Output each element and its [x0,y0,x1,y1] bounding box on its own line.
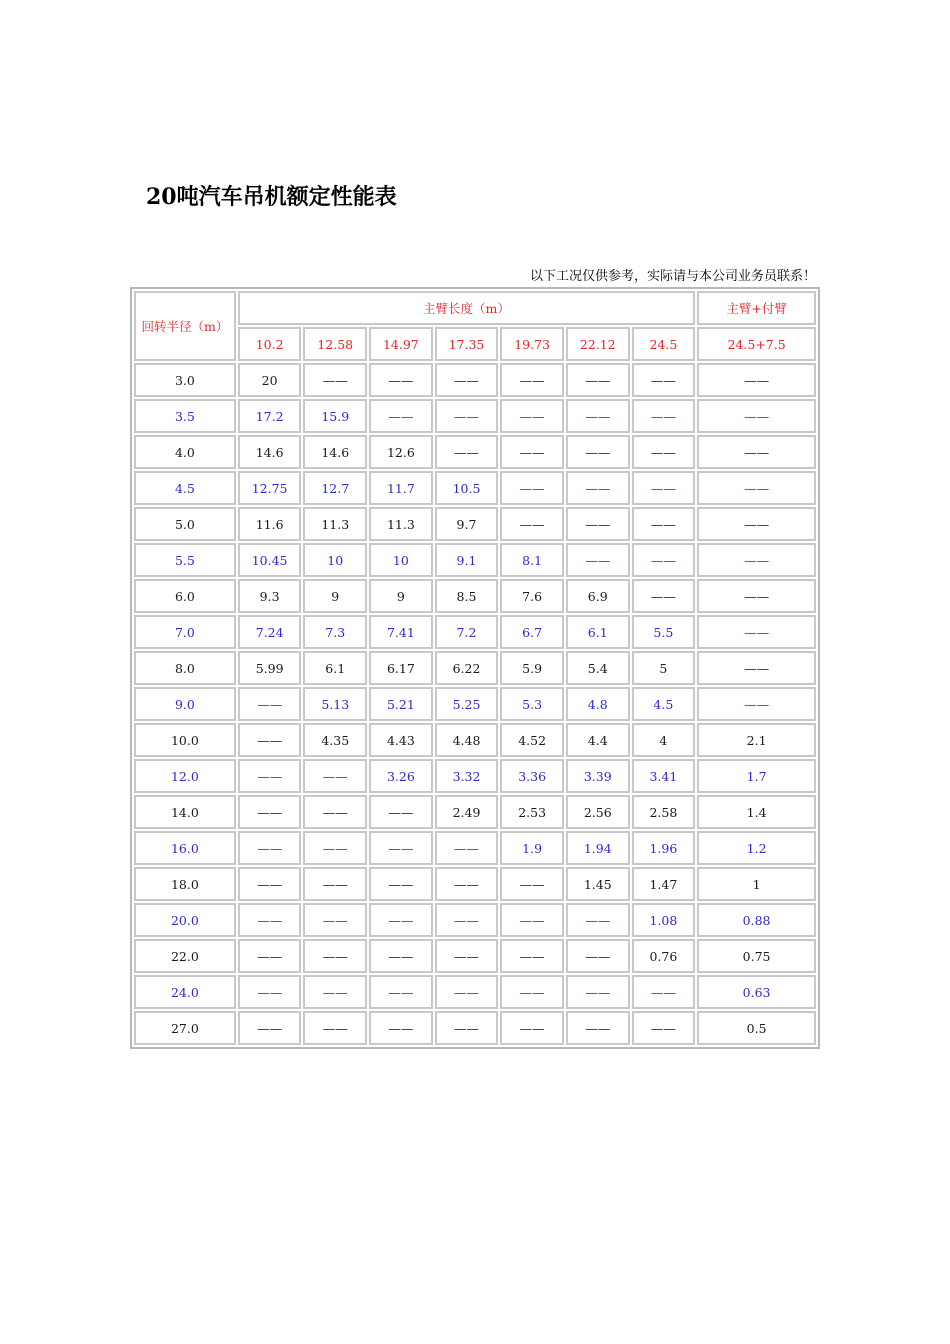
radius-cell: 5.0 [134,507,236,541]
capacity-cell: 2.53 [500,795,564,829]
capacity-cell: —— [238,831,302,865]
capacity-cell: 10 [303,543,367,577]
capacity-cell: —— [632,579,696,613]
capacity-cell: 20 [238,363,302,397]
capacity-cell: 4.8 [566,687,630,721]
capacity-cell: 0.75 [697,939,816,973]
radius-cell: 8.0 [134,651,236,685]
capacity-cell: —— [500,471,564,505]
capacity-cell: 0.63 [697,975,816,1009]
radius-cell: 3.0 [134,363,236,397]
capacity-cell: —— [632,399,696,433]
capacity-cell: —— [238,867,302,901]
capacity-cell: —— [435,363,499,397]
capacity-cell: 11.7 [369,471,433,505]
radius-cell: 16.0 [134,831,236,865]
capacity-cell: —— [697,507,816,541]
capacity-cell: 12.7 [303,471,367,505]
table-row [134,507,816,541]
capacity-cell: 11.3 [369,507,433,541]
capacity-cell: 8.5 [435,579,499,613]
capacity-cell: —— [632,975,696,1009]
capacity-cell: 8.1 [500,543,564,577]
table-row [134,543,816,577]
capacity-cell: 2.49 [435,795,499,829]
table-row [134,723,816,757]
capacity-cell: —— [697,471,816,505]
boom-length-cell: 22.12 [566,327,630,361]
capacity-cell: —— [238,795,302,829]
table-row [134,399,816,433]
capacity-cell: 1.96 [632,831,696,865]
capacity-cell: —— [566,939,630,973]
radius-cell: 3.5 [134,399,236,433]
table-row [134,435,816,469]
boom-length-cell: 10.2 [238,327,302,361]
capacity-cell: 2.58 [632,795,696,829]
capacity-cell: —— [303,1011,367,1045]
capacity-cell: 12.75 [238,471,302,505]
load-chart-table [130,287,820,1049]
capacity-cell: —— [632,435,696,469]
capacity-cell: —— [238,1011,302,1045]
capacity-cell: 5.25 [435,687,499,721]
capacity-cell: —— [500,1011,564,1045]
capacity-cell: 14.6 [303,435,367,469]
capacity-cell: 9.7 [435,507,499,541]
capacity-cell: 4.48 [435,723,499,757]
capacity-cell: 1.7 [697,759,816,793]
radius-cell: 24.0 [134,975,236,1009]
capacity-cell: 9 [303,579,367,613]
capacity-cell: 15.9 [303,399,367,433]
capacity-cell: 7.6 [500,579,564,613]
capacity-cell: —— [303,939,367,973]
capacity-cell: 4.43 [369,723,433,757]
table-row [134,651,816,685]
radius-cell: 14.0 [134,795,236,829]
table-row [134,759,816,793]
radius-cell: 27.0 [134,1011,236,1045]
capacity-cell: —— [369,975,433,1009]
capacity-cell: —— [369,1011,433,1045]
radius-cell: 12.0 [134,759,236,793]
capacity-cell: —— [303,831,367,865]
capacity-cell: 2.56 [566,795,630,829]
capacity-cell: —— [697,435,816,469]
capacity-cell: 1 [697,867,816,901]
capacity-cell: —— [632,471,696,505]
capacity-cell: 4.35 [303,723,367,757]
capacity-cell: —— [435,399,499,433]
capacity-cell: 7.3 [303,615,367,649]
jib-header: 主臂+付臂 [697,291,816,325]
capacity-cell: 6.17 [369,651,433,685]
capacity-cell: 17.2 [238,399,302,433]
capacity-cell: —— [500,399,564,433]
capacity-cell: —— [566,435,630,469]
capacity-cell: —— [435,903,499,937]
table-row [134,579,816,613]
capacity-cell: —— [435,435,499,469]
capacity-cell: 9.1 [435,543,499,577]
capacity-cell: —— [369,903,433,937]
boom-length-cell: 24.5+7.5 [697,327,816,361]
boom-length-cell: 17.35 [435,327,499,361]
table-row [134,831,816,865]
capacity-cell: —— [303,975,367,1009]
capacity-cell: —— [303,867,367,901]
capacity-cell: 6.1 [303,651,367,685]
capacity-cell: 11.6 [238,507,302,541]
capacity-cell: 10.5 [435,471,499,505]
radius-cell: 4.0 [134,435,236,469]
capacity-cell: 1.2 [697,831,816,865]
capacity-cell: —— [238,723,302,757]
radius-cell: 10.0 [134,723,236,757]
capacity-cell: —— [697,363,816,397]
capacity-cell: —— [500,435,564,469]
page-title: 20吨汽车吊机额定性能表 [146,184,397,210]
capacity-cell: —— [697,399,816,433]
capacity-cell: 5.9 [500,651,564,685]
radius-cell: 18.0 [134,867,236,901]
capacity-cell: —— [435,975,499,1009]
disclaimer-note: 以下工况仅供参考，实际请与本公司业务员联系！ [529,269,816,284]
boom-length-cell: 24.5 [632,327,696,361]
capacity-cell: 0.5 [697,1011,816,1045]
capacity-cell: 12.6 [369,435,433,469]
capacity-cell: 5.4 [566,651,630,685]
capacity-cell: 6.7 [500,615,564,649]
capacity-cell: —— [435,867,499,901]
capacity-cell: 7.41 [369,615,433,649]
capacity-cell: —— [697,543,816,577]
capacity-cell: —— [566,471,630,505]
capacity-cell: 3.26 [369,759,433,793]
capacity-cell: 5.5 [632,615,696,649]
capacity-cell: 5.13 [303,687,367,721]
capacity-cell: —— [303,903,367,937]
capacity-cell: 3.39 [566,759,630,793]
table-row [134,687,816,721]
capacity-cell: 5.99 [238,651,302,685]
capacity-cell: 5.21 [369,687,433,721]
capacity-cell: 2.1 [697,723,816,757]
capacity-cell: —— [500,975,564,1009]
capacity-cell: 6.1 [566,615,630,649]
capacity-cell: —— [435,1011,499,1045]
capacity-cell: 10.45 [238,543,302,577]
capacity-cell: —— [303,759,367,793]
capacity-cell: 1.9 [500,831,564,865]
capacity-cell: —— [566,507,630,541]
capacity-cell: 4.4 [566,723,630,757]
capacity-cell: 3.41 [632,759,696,793]
capacity-cell: 6.9 [566,579,630,613]
capacity-cell: 7.24 [238,615,302,649]
table-row [134,1011,816,1045]
capacity-cell: 11.3 [303,507,367,541]
table-row [134,975,816,1009]
capacity-cell: —— [303,363,367,397]
boom-length-cell: 19.73 [500,327,564,361]
capacity-cell: —— [566,1011,630,1045]
table-row [134,939,816,973]
capacity-cell: —— [566,399,630,433]
table-row [134,795,816,829]
capacity-cell: —— [435,831,499,865]
capacity-cell: —— [238,687,302,721]
capacity-cell: 1.45 [566,867,630,901]
radius-cell: 6.0 [134,579,236,613]
capacity-cell: —— [369,831,433,865]
table-row [134,867,816,901]
capacity-cell: —— [369,867,433,901]
capacity-cell: —— [238,975,302,1009]
capacity-cell: 6.22 [435,651,499,685]
capacity-cell: 9.3 [238,579,302,613]
radius-cell: 20.0 [134,903,236,937]
capacity-cell: —— [697,651,816,685]
boom-length-cell: 14.97 [369,327,433,361]
capacity-cell: —— [369,363,433,397]
capacity-cell: —— [500,867,564,901]
table-row [134,615,816,649]
capacity-cell: —— [632,363,696,397]
capacity-cell: 7.2 [435,615,499,649]
capacity-cell: —— [500,363,564,397]
capacity-cell: —— [697,687,816,721]
capacity-cell: —— [500,939,564,973]
radius-header: 回转半径（m） [134,291,236,361]
capacity-cell: —— [238,903,302,937]
capacity-cell: —— [697,579,816,613]
capacity-cell: 5 [632,651,696,685]
capacity-cell: 0.76 [632,939,696,973]
capacity-cell: —— [369,795,433,829]
capacity-cell: —— [632,1011,696,1045]
capacity-cell: —— [238,759,302,793]
main-boom-header: 主臂长度（m） [238,291,695,325]
radius-cell: 4.5 [134,471,236,505]
capacity-cell: 5.3 [500,687,564,721]
capacity-cell: —— [303,795,367,829]
capacity-cell: —— [369,399,433,433]
capacity-cell: —— [632,543,696,577]
table-row [134,363,816,397]
radius-cell: 22.0 [134,939,236,973]
capacity-cell: 4.52 [500,723,564,757]
table-row [134,471,816,505]
capacity-cell: —— [632,507,696,541]
radius-cell: 9.0 [134,687,236,721]
capacity-cell: 1.47 [632,867,696,901]
capacity-cell: 1.94 [566,831,630,865]
capacity-cell: —— [500,903,564,937]
capacity-cell: —— [697,615,816,649]
capacity-cell: —— [566,543,630,577]
capacity-cell: 9 [369,579,433,613]
capacity-cell: —— [566,363,630,397]
capacity-cell: —— [500,507,564,541]
capacity-cell: 0.88 [697,903,816,937]
capacity-cell: 1.08 [632,903,696,937]
capacity-cell: 3.32 [435,759,499,793]
capacity-cell: —— [369,939,433,973]
radius-cell: 7.0 [134,615,236,649]
capacity-cell: 10 [369,543,433,577]
capacity-cell: 1.4 [697,795,816,829]
table-row [134,903,816,937]
capacity-cell: 4 [632,723,696,757]
capacity-cell: —— [238,939,302,973]
capacity-cell: —— [566,975,630,1009]
capacity-cell: —— [566,903,630,937]
capacity-cell: 14.6 [238,435,302,469]
radius-cell: 5.5 [134,543,236,577]
capacity-cell: 4.5 [632,687,696,721]
boom-length-cell: 12.58 [303,327,367,361]
capacity-cell: 3.36 [500,759,564,793]
capacity-cell: —— [435,939,499,973]
